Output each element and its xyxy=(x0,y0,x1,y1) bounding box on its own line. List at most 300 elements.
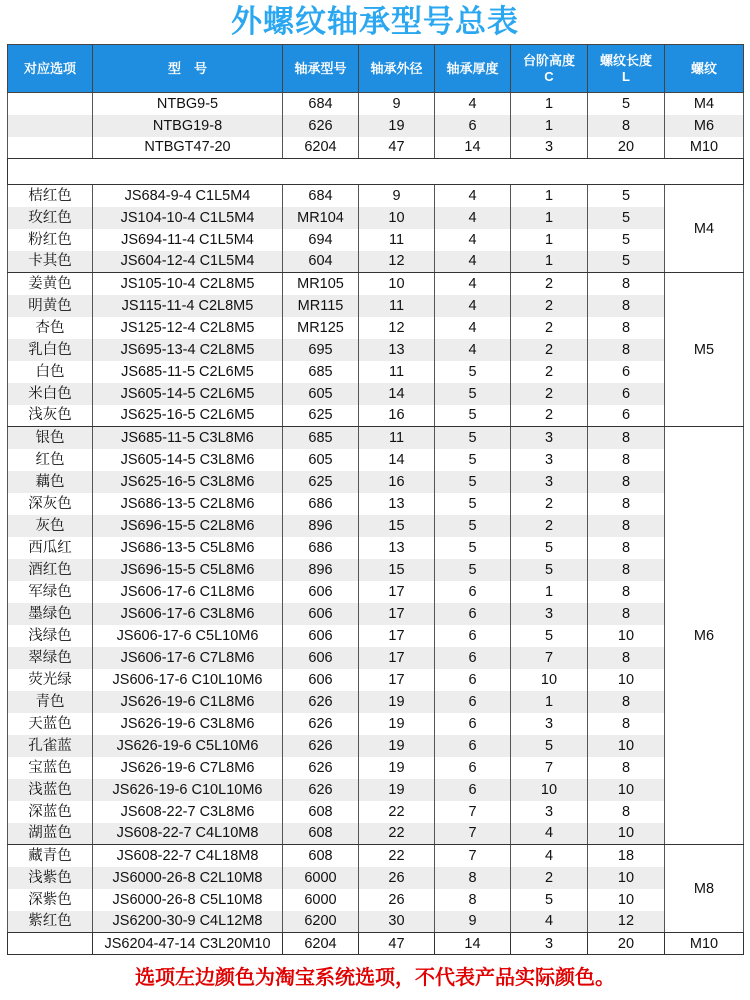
cell-thickness: 4 xyxy=(435,273,511,295)
cell-thickness: 5 xyxy=(435,405,511,427)
cell-step-height: 5 xyxy=(511,559,588,581)
cell-model: JS626-19-6 C7L8M6 xyxy=(93,757,283,779)
cell-thread-group: M8 xyxy=(665,845,744,933)
cell-bearing-model: 896 xyxy=(283,515,359,537)
bearing-spec-table xyxy=(7,44,744,955)
cell-model: JS626-19-6 C5L10M6 xyxy=(93,735,283,757)
cell-thread-length: 8 xyxy=(588,559,665,581)
cell-model: JS6204-47-14 C3L20M10 xyxy=(93,933,283,955)
cell-step-height: 5 xyxy=(511,625,588,647)
cell-bearing-model: 694 xyxy=(283,229,359,251)
cell-model: JS625-16-5 C3L8M6 xyxy=(93,471,283,493)
cell-outer-diameter: 11 xyxy=(359,295,435,317)
page-title: 外螺纹轴承型号总表 xyxy=(231,4,519,40)
cell-outer-diameter: 19 xyxy=(359,757,435,779)
cell-step-height: 2 xyxy=(511,867,588,889)
cell-bearing-model: 685 xyxy=(283,361,359,383)
cell-option: 卡其色 xyxy=(8,251,93,273)
cell-thickness: 9 xyxy=(435,911,511,933)
cell-step-height: 1 xyxy=(511,185,588,207)
cell-thread-group: M6 xyxy=(665,427,744,845)
table-row xyxy=(8,625,744,647)
cell-thread: M4 xyxy=(665,93,744,115)
table-row xyxy=(8,93,744,115)
table-row xyxy=(8,137,744,159)
cell-option: 浅紫色 xyxy=(8,867,93,889)
table-row xyxy=(8,581,744,603)
cell-model: JS685-11-5 C2L6M5 xyxy=(93,361,283,383)
table-row xyxy=(8,867,744,889)
cell-thickness: 6 xyxy=(435,757,511,779)
cell-option: 西瓜红 xyxy=(8,537,93,559)
cell-thread-length: 8 xyxy=(588,537,665,559)
table-row xyxy=(8,845,744,867)
cell-model: JS684-9-4 C1L5M4 xyxy=(93,185,283,207)
cell-bearing-model: 896 xyxy=(283,559,359,581)
cell-thread-length: 8 xyxy=(588,115,665,137)
cell-outer-diameter: 14 xyxy=(359,383,435,405)
table-row xyxy=(8,251,744,273)
cell-thickness: 8 xyxy=(435,889,511,911)
cell-option: 姜黄色 xyxy=(8,273,93,295)
cell-thread-length: 12 xyxy=(588,911,665,933)
cell-bearing-model: 606 xyxy=(283,647,359,669)
cell-thread-length: 5 xyxy=(588,93,665,115)
cell-model: JS606-17-6 C10L10M6 xyxy=(93,669,283,691)
cell-thread-length: 8 xyxy=(588,339,665,361)
cell-thickness: 6 xyxy=(435,115,511,137)
cell-outer-diameter: 30 xyxy=(359,911,435,933)
cell-option xyxy=(8,115,93,137)
cell-step-height: 2 xyxy=(511,493,588,515)
cell-outer-diameter: 47 xyxy=(359,933,435,955)
footer-note: 选项左边颜色为淘宝系统选项，不代表产品实际颜色。 xyxy=(135,965,615,989)
cell-thread-length: 8 xyxy=(588,581,665,603)
cell-thread-length: 20 xyxy=(588,137,665,159)
cell-thickness: 8 xyxy=(435,867,511,889)
cell-model: JS625-16-5 C2L6M5 xyxy=(93,405,283,427)
table-row xyxy=(8,273,744,295)
cell-thread-length: 10 xyxy=(588,735,665,757)
cell-model: JS105-10-4 C2L8M5 xyxy=(93,273,283,295)
cell-outer-diameter: 19 xyxy=(359,115,435,137)
cell-bearing-model: 604 xyxy=(283,251,359,273)
cell-step-height: 2 xyxy=(511,405,588,427)
cell-model: JS696-15-5 C2L8M6 xyxy=(93,515,283,537)
cell-thickness: 5 xyxy=(435,449,511,471)
cell-outer-diameter: 17 xyxy=(359,603,435,625)
cell-thickness: 6 xyxy=(435,779,511,801)
cell-thickness: 4 xyxy=(435,185,511,207)
cell-bearing-model: 608 xyxy=(283,823,359,845)
table-row xyxy=(8,691,744,713)
table-row xyxy=(8,339,744,361)
cell-thickness: 5 xyxy=(435,515,511,537)
table-row xyxy=(8,757,744,779)
cell-step-height: 4 xyxy=(511,845,588,867)
cell-thickness: 5 xyxy=(435,559,511,581)
cell-option: 浅蓝色 xyxy=(8,779,93,801)
cell-bearing-model: 626 xyxy=(283,713,359,735)
cell-model: JS125-12-4 C2L8M5 xyxy=(93,317,283,339)
cell-thread-length: 8 xyxy=(588,295,665,317)
cell-option: 白色 xyxy=(8,361,93,383)
cell-step-height: 5 xyxy=(511,735,588,757)
cell-thickness: 6 xyxy=(435,735,511,757)
cell-thread: M6 xyxy=(665,115,744,137)
cell-thread-length: 8 xyxy=(588,691,665,713)
cell-outer-diameter: 11 xyxy=(359,361,435,383)
cell-thickness: 6 xyxy=(435,713,511,735)
cell-option: 翠绿色 xyxy=(8,647,93,669)
cell-model: JS6000-26-8 C5L10M8 xyxy=(93,889,283,911)
cell-thickness: 5 xyxy=(435,471,511,493)
cell-model: JS604-12-4 C1L5M4 xyxy=(93,251,283,273)
cell-model: JS608-22-7 C4L18M8 xyxy=(93,845,283,867)
cell-option: 墨绿色 xyxy=(8,603,93,625)
cell-thread-group: M5 xyxy=(665,273,744,427)
cell-bearing-model: 626 xyxy=(283,115,359,137)
cell-thickness: 4 xyxy=(435,251,511,273)
cell-option: 浅绿色 xyxy=(8,625,93,647)
table-row xyxy=(8,603,744,625)
header-thread: 螺纹 xyxy=(665,45,744,93)
cell-bearing-model: 686 xyxy=(283,537,359,559)
cell-thickness: 14 xyxy=(435,933,511,955)
cell-model: JS608-22-7 C4L10M8 xyxy=(93,823,283,845)
table-row xyxy=(8,933,744,955)
header-step-height-unit: C xyxy=(544,68,554,84)
cell-outer-diameter: 19 xyxy=(359,779,435,801)
table-row xyxy=(8,229,744,251)
cell-thread-length: 10 xyxy=(588,823,665,845)
table-row xyxy=(8,493,744,515)
cell-model: JS104-10-4 C1L5M4 xyxy=(93,207,283,229)
table-row xyxy=(8,427,744,449)
cell-bearing-model: 608 xyxy=(283,845,359,867)
table-row xyxy=(8,471,744,493)
table-row xyxy=(8,383,744,405)
cell-outer-diameter: 13 xyxy=(359,493,435,515)
cell-thickness: 7 xyxy=(435,845,511,867)
cell-thickness: 6 xyxy=(435,691,511,713)
cell-outer-diameter: 16 xyxy=(359,471,435,493)
cell-bearing-model: 625 xyxy=(283,471,359,493)
header-thread-length-label: 螺纹长度 xyxy=(599,52,652,68)
cell-bearing-model: 686 xyxy=(283,493,359,515)
cell-bearing-model: 605 xyxy=(283,449,359,471)
cell-step-height: 3 xyxy=(511,137,588,159)
cell-outer-diameter: 26 xyxy=(359,867,435,889)
cell-thickness: 14 xyxy=(435,137,511,159)
cell-model: JS626-19-6 C1L8M6 xyxy=(93,691,283,713)
cell-step-height: 5 xyxy=(511,537,588,559)
cell-thread-length: 6 xyxy=(588,361,665,383)
cell-outer-diameter: 11 xyxy=(359,229,435,251)
cell-option: 粉红色 xyxy=(8,229,93,251)
cell-step-height: 7 xyxy=(511,757,588,779)
cell-option xyxy=(8,93,93,115)
cell-option: 藏青色 xyxy=(8,845,93,867)
cell-thickness: 4 xyxy=(435,93,511,115)
cell-model: JS606-17-6 C7L8M6 xyxy=(93,647,283,669)
cell-thread-length: 10 xyxy=(588,867,665,889)
table-row xyxy=(8,713,744,735)
cell-step-height: 2 xyxy=(511,273,588,295)
cell-option: 深蓝色 xyxy=(8,801,93,823)
table-row xyxy=(8,449,744,471)
table-row xyxy=(8,735,744,757)
cell-thickness: 6 xyxy=(435,603,511,625)
cell-model: NTBG19-8 xyxy=(93,115,283,137)
cell-outer-diameter: 15 xyxy=(359,515,435,537)
table-row xyxy=(8,559,744,581)
cell-bearing-model: 626 xyxy=(283,779,359,801)
cell-step-height: 1 xyxy=(511,93,588,115)
cell-model: JS626-19-6 C10L10M6 xyxy=(93,779,283,801)
cell-model: JS695-13-4 C2L8M5 xyxy=(93,339,283,361)
table-row xyxy=(8,207,744,229)
cell-option: 荧光绿 xyxy=(8,669,93,691)
cell-bearing-model: 605 xyxy=(283,383,359,405)
cell-thread-length: 18 xyxy=(588,845,665,867)
cell-option: 桔红色 xyxy=(8,185,93,207)
cell-thickness: 7 xyxy=(435,823,511,845)
cell-step-height: 1 xyxy=(511,229,588,251)
table-row xyxy=(8,911,744,933)
header-step-height-label: 台阶高度 xyxy=(522,52,575,68)
cell-thread-length: 10 xyxy=(588,669,665,691)
cell-option: 明黄色 xyxy=(8,295,93,317)
cell-model: JS115-11-4 C2L8M5 xyxy=(93,295,283,317)
header-thread-length xyxy=(588,45,665,93)
cell-option: 紫红色 xyxy=(8,911,93,933)
header-model: 型 号 xyxy=(93,45,283,93)
cell-thickness: 4 xyxy=(435,295,511,317)
cell-bearing-model: 606 xyxy=(283,581,359,603)
cell-bearing-model: MR115 xyxy=(283,295,359,317)
cell-outer-diameter: 13 xyxy=(359,339,435,361)
cell-model: JS6000-26-8 C2L10M8 xyxy=(93,867,283,889)
cell-option: 银色 xyxy=(8,427,93,449)
cell-thread-length: 6 xyxy=(588,383,665,405)
cell-outer-diameter: 19 xyxy=(359,735,435,757)
cell-outer-diameter: 16 xyxy=(359,405,435,427)
cell-option: 杏色 xyxy=(8,317,93,339)
cell-thread-length: 5 xyxy=(588,185,665,207)
cell-outer-diameter: 12 xyxy=(359,317,435,339)
header-bearing-model: 轴承型号 xyxy=(283,45,359,93)
cell-thickness: 5 xyxy=(435,427,511,449)
cell-thread-length: 8 xyxy=(588,427,665,449)
cell-model: JS626-19-6 C3L8M6 xyxy=(93,713,283,735)
cell-thread-length: 5 xyxy=(588,251,665,273)
cell-outer-diameter: 9 xyxy=(359,93,435,115)
cell-thickness: 5 xyxy=(435,383,511,405)
cell-thickness: 5 xyxy=(435,361,511,383)
cell-thread-length: 8 xyxy=(588,757,665,779)
cell-option: 宝蓝色 xyxy=(8,757,93,779)
cell-bearing-model: 606 xyxy=(283,625,359,647)
table-row xyxy=(8,537,744,559)
cell-option: 浅灰色 xyxy=(8,405,93,427)
cell-model: NTBG9-5 xyxy=(93,93,283,115)
cell-bearing-model: MR125 xyxy=(283,317,359,339)
table-row xyxy=(8,115,744,137)
cell-option: 湖蓝色 xyxy=(8,823,93,845)
header-thickness: 轴承厚度 xyxy=(435,45,511,93)
cell-bearing-model: 6200 xyxy=(283,911,359,933)
cell-thickness: 4 xyxy=(435,229,511,251)
cell-step-height: 1 xyxy=(511,207,588,229)
cell-bearing-model: 626 xyxy=(283,735,359,757)
cell-bearing-model: 6204 xyxy=(283,137,359,159)
cell-bearing-model: 626 xyxy=(283,691,359,713)
cell-step-height: 1 xyxy=(511,115,588,137)
cell-outer-diameter: 17 xyxy=(359,647,435,669)
cell-model: JS608-22-7 C3L8M6 xyxy=(93,801,283,823)
cell-bearing-model: MR105 xyxy=(283,273,359,295)
cell-outer-diameter: 17 xyxy=(359,581,435,603)
cell-thickness: 6 xyxy=(435,647,511,669)
cell-outer-diameter: 47 xyxy=(359,137,435,159)
cell-thickness: 6 xyxy=(435,625,511,647)
cell-bearing-model: 684 xyxy=(283,93,359,115)
cell-thickness: 4 xyxy=(435,207,511,229)
cell-thread-length: 6 xyxy=(588,405,665,427)
cell-option: 天蓝色 xyxy=(8,713,93,735)
table-body xyxy=(8,93,744,955)
cell-outer-diameter: 22 xyxy=(359,845,435,867)
cell-thickness: 5 xyxy=(435,537,511,559)
cell-step-height: 2 xyxy=(511,383,588,405)
table-row xyxy=(8,295,744,317)
header-thread-length-unit: L xyxy=(622,68,630,84)
cell-thread-group: M4 xyxy=(665,185,744,273)
cell-outer-diameter: 14 xyxy=(359,449,435,471)
cell-thread: M10 xyxy=(665,137,744,159)
cell-thread-length: 8 xyxy=(588,493,665,515)
cell-thread-length: 5 xyxy=(588,229,665,251)
cell-bearing-model: 684 xyxy=(283,185,359,207)
cell-step-height: 4 xyxy=(511,911,588,933)
cell-option: 青色 xyxy=(8,691,93,713)
cell-thread-length: 10 xyxy=(588,889,665,911)
cell-step-height: 4 xyxy=(511,823,588,845)
cell-model: JS605-14-5 C3L8M6 xyxy=(93,449,283,471)
cell-thread-length: 8 xyxy=(588,801,665,823)
cell-thickness: 5 xyxy=(435,493,511,515)
cell-thread: M10 xyxy=(665,933,744,955)
cell-bearing-model: MR104 xyxy=(283,207,359,229)
cell-outer-diameter: 26 xyxy=(359,889,435,911)
table-row xyxy=(8,361,744,383)
cell-bearing-model: 608 xyxy=(283,801,359,823)
cell-model: JS696-15-5 C5L8M6 xyxy=(93,559,283,581)
cell-thread-length: 8 xyxy=(588,603,665,625)
cell-option: 玫红色 xyxy=(8,207,93,229)
cell-step-height: 3 xyxy=(511,449,588,471)
cell-outer-diameter: 10 xyxy=(359,273,435,295)
cell-thread-length: 10 xyxy=(588,779,665,801)
cell-option: 酒红色 xyxy=(8,559,93,581)
cell-thread-length: 8 xyxy=(588,449,665,471)
cell-step-height: 2 xyxy=(511,339,588,361)
cell-outer-diameter: 19 xyxy=(359,691,435,713)
cell-thread-length: 10 xyxy=(588,625,665,647)
cell-outer-diameter: 12 xyxy=(359,251,435,273)
separator-row xyxy=(8,159,744,185)
table-row xyxy=(8,647,744,669)
cell-bearing-model: 6000 xyxy=(283,889,359,911)
table-row xyxy=(8,515,744,537)
cell-outer-diameter: 22 xyxy=(359,801,435,823)
cell-option: 红色 xyxy=(8,449,93,471)
cell-model: NTBGT47-20 xyxy=(93,137,283,159)
cell-step-height: 3 xyxy=(511,427,588,449)
cell-step-height: 3 xyxy=(511,801,588,823)
cell-thread-length: 8 xyxy=(588,515,665,537)
table-row xyxy=(8,823,744,845)
cell-model: JS694-11-4 C1L5M4 xyxy=(93,229,283,251)
cell-step-height: 2 xyxy=(511,361,588,383)
cell-model: JS606-17-6 C5L10M6 xyxy=(93,625,283,647)
cell-model: JS685-11-5 C3L8M6 xyxy=(93,427,283,449)
cell-thickness: 6 xyxy=(435,669,511,691)
cell-outer-diameter: 17 xyxy=(359,625,435,647)
cell-bearing-model: 606 xyxy=(283,603,359,625)
table-header-row xyxy=(8,45,744,93)
cell-thread-length: 20 xyxy=(588,933,665,955)
cell-outer-diameter: 9 xyxy=(359,185,435,207)
cell-step-height: 10 xyxy=(511,669,588,691)
cell-model: JS686-13-5 C5L8M6 xyxy=(93,537,283,559)
cell-step-height: 3 xyxy=(511,603,588,625)
table-row xyxy=(8,185,744,207)
cell-outer-diameter: 10 xyxy=(359,207,435,229)
cell-step-height: 2 xyxy=(511,317,588,339)
cell-step-height: 2 xyxy=(511,515,588,537)
table-row xyxy=(8,801,744,823)
table-row xyxy=(8,669,744,691)
cell-option: 军绿色 xyxy=(8,581,93,603)
cell-outer-diameter: 11 xyxy=(359,427,435,449)
cell-model: JS6200-30-9 C4L12M8 xyxy=(93,911,283,933)
cell-step-height: 10 xyxy=(511,779,588,801)
cell-option: 孔雀蓝 xyxy=(8,735,93,757)
separator-cell xyxy=(8,159,744,185)
cell-bearing-model: 606 xyxy=(283,669,359,691)
cell-thread-length: 8 xyxy=(588,647,665,669)
cell-option: 乳白色 xyxy=(8,339,93,361)
table-row xyxy=(8,405,744,427)
cell-bearing-model: 6204 xyxy=(283,933,359,955)
cell-bearing-model: 685 xyxy=(283,427,359,449)
cell-option: 米白色 xyxy=(8,383,93,405)
cell-step-height: 3 xyxy=(511,933,588,955)
cell-option: 深灰色 xyxy=(8,493,93,515)
cell-model: JS606-17-6 C1L8M6 xyxy=(93,581,283,603)
cell-step-height: 3 xyxy=(511,471,588,493)
cell-thread-length: 8 xyxy=(588,713,665,735)
cell-thread-length: 8 xyxy=(588,471,665,493)
cell-bearing-model: 625 xyxy=(283,405,359,427)
header-option: 对应选项 xyxy=(8,45,93,93)
cell-step-height: 7 xyxy=(511,647,588,669)
cell-thickness: 7 xyxy=(435,801,511,823)
cell-step-height: 3 xyxy=(511,713,588,735)
cell-model: JS686-13-5 C2L8M6 xyxy=(93,493,283,515)
